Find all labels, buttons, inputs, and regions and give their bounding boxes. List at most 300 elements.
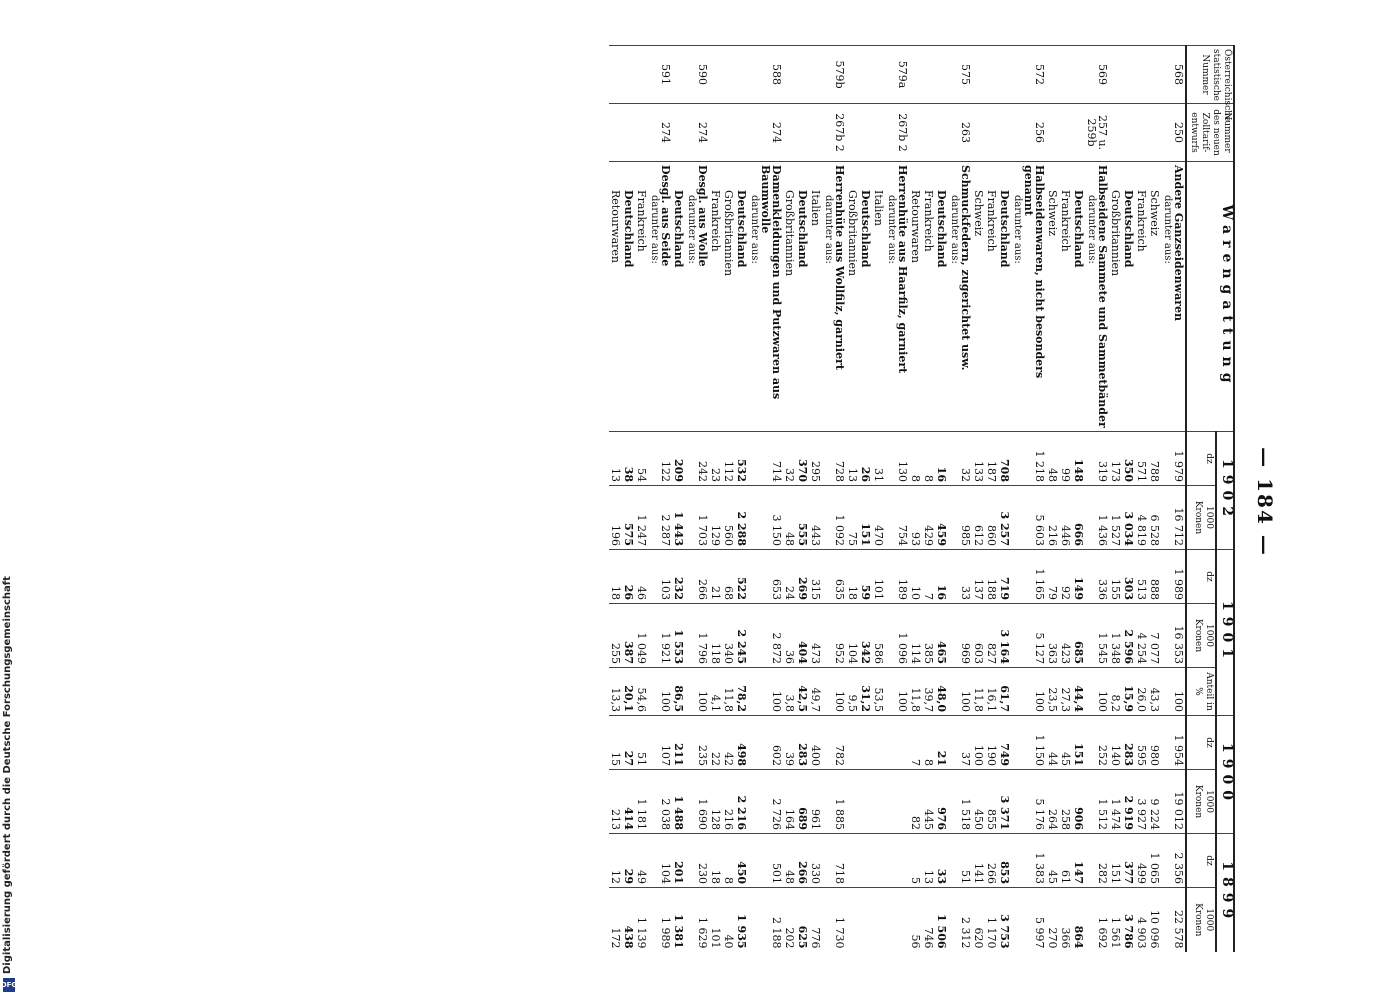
value-cell: 749 [998,716,1011,770]
value-cell: 1 474 [1109,770,1122,834]
value-cell: 112 [722,432,735,486]
table-subrow [622,46,635,952]
empty-cell [935,46,948,104]
value-cell: 196 [609,486,622,550]
value-cell: 5 127 [1011,604,1046,668]
table-subrow [1148,46,1161,952]
country-label: Großbritannien [1109,162,1122,432]
rotated-page [100,45,1235,950]
empty-cell [722,104,735,162]
value-cell: 45 [1059,716,1072,770]
tarif-number: 267b 2 [885,104,909,162]
country-label: Frankreich [1135,162,1148,432]
darunter-label: darunter aus: [686,195,697,264]
tarif-number: 250 [1161,104,1186,162]
country-label: Deutschland [796,162,809,432]
value-cell [846,716,859,770]
value-cell: 2 288 [735,486,748,550]
value-cell: 18 [846,550,859,604]
value-cell: 3 927 [1135,770,1148,834]
table-row [648,46,672,952]
darunter-label: darunter aus: [949,195,960,264]
value-cell: 1 885 [822,770,846,834]
value-cell: 1 218 [1011,432,1046,486]
value-cell: 473 [809,604,822,668]
value-cell: 459 [935,486,948,550]
value-cell: 33 [935,834,948,888]
value-cell: 149 [1072,550,1085,604]
value-cell: 19 012 [1161,770,1186,834]
darunter-label: darunter aus: [1162,195,1173,264]
value-cell: 101 [709,888,722,952]
empty-cell [1148,104,1161,162]
tarif-number: 256 [1011,104,1046,162]
value-cell: 235 [685,716,709,770]
value-cell: 42,5 [796,668,809,716]
value-cell: 7 077 [1148,604,1161,668]
value-cell: 31 [872,432,885,486]
value-cell: 18 [609,550,622,604]
value-cell: 23,5 [1046,668,1059,716]
value-cell: 470 [872,486,885,550]
empty-cell [1109,104,1122,162]
stat-number: 568 [1161,46,1186,104]
value-cell [859,716,872,770]
table-subrow [998,46,1011,952]
value-cell: 100 [885,668,909,716]
table-subrow [922,46,935,952]
value-cell: 1 348 [1109,604,1122,668]
empty-cell [859,104,872,162]
value-cell: 603 [972,604,985,668]
empty-cell [872,46,885,104]
value-cell: 266 [796,834,809,888]
empty-cell [909,104,922,162]
value-cell: 39,7 [922,668,935,716]
value-cell: 2 188 [748,888,783,952]
table-subrow [735,46,748,952]
table-subrow [872,46,885,952]
empty-cell [872,104,885,162]
table-subrow [935,46,948,952]
value-cell [859,770,872,834]
value-cell: 429 [922,486,935,550]
goods-description [885,162,909,432]
value-cell: 100 [648,668,672,716]
empty-cell [1122,104,1135,162]
header-dz: dz [1186,432,1216,486]
value-cell: 754 [885,486,909,550]
goods-description [748,162,783,432]
table-subrow [609,46,622,952]
value-cell: 961 [809,770,822,834]
value-cell: 776 [809,888,822,952]
value-cell: 7 [909,716,922,770]
value-cell: 2 038 [648,770,672,834]
value-cell: 13,3 [609,668,622,716]
value-cell: 385 [922,604,935,668]
empty-cell [846,46,859,104]
value-cell: 728 [822,432,846,486]
value-cell: 595 [1135,716,1148,770]
tarif-number: 274 [648,104,672,162]
value-cell: 575 [622,486,635,550]
empty-cell [622,46,635,104]
tarif-number: 263 [948,104,972,162]
value-cell: 1 488 [672,770,685,834]
value-cell: 32 [948,432,972,486]
country-label: Deutschland [935,162,948,432]
header-tarif-number: Nummer des neuen Zolltarif-entwurfs [1186,104,1234,162]
country-label: Frankreich [922,162,935,432]
empty-cell [809,104,822,162]
value-cell: 53,5 [872,668,885,716]
value-cell: 746 [922,888,935,952]
value-cell: 414 [622,770,635,834]
value-cell: 18 [709,834,722,888]
value-cell: 82 [909,770,922,834]
value-cell: 366 [1059,888,1072,952]
header-year-1901: 1901 [1216,550,1234,716]
value-cell: 689 [796,770,809,834]
country-label: Deutschland [622,162,635,432]
value-cell: 1 381 [672,888,685,952]
value-cell: 5 997 [1011,888,1046,952]
value-cell: 6 528 [1148,486,1161,550]
value-cell: 21 [935,716,948,770]
empty-cell [672,104,685,162]
value-cell: 27,3 [1059,668,1072,716]
value-cell: 147 [1072,834,1085,888]
value-cell: 29 [622,834,635,888]
table-subrow [1122,46,1135,952]
value-cell: 42 [722,716,735,770]
value-cell: 151 [859,486,872,550]
value-cell [859,888,872,952]
value-cell: 155 [1109,550,1122,604]
header-dz: dz [1186,550,1216,604]
value-cell: 2 919 [1122,770,1135,834]
table-subrow [1072,46,1085,952]
goods-title: Damenkleidungen und Putzwaren aus Baumwolle [759,165,783,400]
value-cell: 498 [735,716,748,770]
value-cell: 202 [783,888,796,952]
country-label: Großbritannien [783,162,796,432]
empty-cell [672,46,685,104]
value-cell: 1 690 [685,770,709,834]
value-cell: 10 096 [1148,888,1161,952]
table-row [1011,46,1046,952]
value-cell: 342 [859,604,872,668]
tarif-number: 274 [748,104,783,162]
empty-cell [735,104,748,162]
value-cell: 1 545 [1085,604,1109,668]
value-cell: 232 [672,550,685,604]
stat-number: 590 [685,46,709,104]
value-cell [859,834,872,888]
value-cell: 350 [1122,432,1135,486]
value-cell: 3 371 [998,770,1011,834]
table-subrow [722,46,735,952]
value-cell: 100 [1011,668,1046,716]
table-subrow [635,46,648,952]
value-cell: 404 [796,604,809,668]
value-cell: 906 [1072,770,1085,834]
country-label: Italien [809,162,822,432]
value-cell: 3 257 [998,486,1011,550]
value-cell: 1 139 [635,888,648,952]
empty-cell [809,46,822,104]
header-year-1899: 1899 [1216,834,1234,952]
empty-cell [622,104,635,162]
value-cell: 114 [909,604,922,668]
value-cell: 216 [1046,486,1059,550]
value-cell: 100 [972,716,985,770]
value-cell: 122 [648,432,672,486]
value-cell: 172 [609,888,622,952]
value-cell: 1 954 [1161,716,1186,770]
value-cell [846,770,859,834]
value-cell: 54 [635,432,648,486]
country-label: Schweiz [1046,162,1059,432]
value-cell: 16 712 [1161,486,1186,550]
value-cell: 9,5 [846,668,859,716]
goods-title: Herrenhüte aus Wollfilz, garniert [833,165,846,370]
value-cell: 586 [872,604,885,668]
empty-cell [985,46,998,104]
value-cell: 141 [972,834,985,888]
value-cell: 104 [846,604,859,668]
empty-cell [998,104,1011,162]
country-label: Deutschland [1122,162,1135,432]
value-cell: 22 578 [1161,888,1186,952]
value-cell: 151 [1072,716,1085,770]
empty-cell [796,104,809,162]
table-row [685,46,709,952]
value-cell: 26 [622,550,635,604]
value-cell: 666 [1072,486,1085,550]
table-subrow [972,46,985,952]
header-year-1900: 1900 [1216,716,1234,834]
value-cell: 230 [685,834,709,888]
country-label: Deutschland [735,162,748,432]
country-label: Retourwaren [609,162,622,432]
value-cell: 129 [709,486,722,550]
value-cell: 252 [1085,716,1109,770]
country-label: Schweiz [972,162,985,432]
empty-cell [1122,46,1135,104]
table-subrow [1109,46,1122,952]
value-cell: 101 [872,550,885,604]
value-cell: 827 [985,604,998,668]
value-cell: 3 164 [998,604,1011,668]
empty-cell [609,104,622,162]
value-cell: 26,0 [1135,668,1148,716]
value-cell: 173 [1109,432,1122,486]
value-cell: 39 [783,716,796,770]
country-label: Deutschland [998,162,1011,432]
empty-cell [846,104,859,162]
value-cell: 140 [1109,716,1122,770]
value-cell: 985 [948,486,972,550]
country-label: Deutschland [672,162,685,432]
value-cell: 59 [859,550,872,604]
value-cell: 32 [783,432,796,486]
value-cell: 1 730 [822,888,846,952]
value-cell: 8 [722,834,735,888]
goods-description [822,162,846,432]
empty-cell [796,46,809,104]
value-cell: 8,2 [1109,668,1122,716]
value-cell: 190 [985,716,998,770]
value-cell: 513 [1135,550,1148,604]
value-cell: 2 245 [735,604,748,668]
country-label: Frankreich [985,162,998,432]
empty-cell [1109,46,1122,104]
value-cell: 295 [809,432,822,486]
value-cell: 3 786 [1122,888,1135,952]
value-cell: 188 [985,550,998,604]
value-cell: 11,8 [722,668,735,716]
value-cell: 377 [1122,834,1135,888]
value-cell: 242 [685,432,709,486]
value-cell: 92 [1059,550,1072,604]
value-cell: 1 989 [1161,550,1186,604]
value-cell [846,834,859,888]
value-cell: 78,2 [735,668,748,716]
value-cell: 7 [922,550,935,604]
value-cell [872,834,885,888]
value-cell: 714 [748,432,783,486]
value-cell: 1 436 [1085,486,1109,550]
value-cell: 15 [609,716,622,770]
darunter-label: darunter aus: [749,195,760,264]
value-cell: 1 247 [635,486,648,550]
value-cell: 43,3 [1148,668,1161,716]
table-row [948,46,972,952]
header-dz: dz [1186,716,1216,770]
header-kronen: 1000 Kronen [1186,486,1216,550]
empty-cell [1148,46,1161,104]
stat-number: 591 [648,46,672,104]
value-cell: 86,5 [672,668,685,716]
value-cell: 48 [783,486,796,550]
header-kronen: 1000 Kronen [1186,604,1216,668]
value-cell: 26 [859,432,872,486]
table-row [822,46,846,952]
value-cell: 11,8 [909,668,922,716]
value-cell: 13 [609,432,622,486]
value-cell: 501 [748,834,783,888]
stat-number: 579b [822,46,846,104]
dfg-credit [0,576,18,992]
value-cell: 266 [685,550,709,604]
value-cell: 216 [722,770,735,834]
value-cell: 443 [809,486,822,550]
table-row [1161,46,1186,952]
value-cell: 10 [909,550,922,604]
value-cell: 56 [909,888,922,952]
value-cell: 37 [948,716,972,770]
table-subrow [985,46,998,952]
goods-title: Halbseidene Sammete und Sammetbänder [1096,165,1109,428]
value-cell: 363 [1046,604,1059,668]
value-cell: 555 [796,486,809,550]
goods-title: Halbseidenwaren, nicht besonders genannt [1022,165,1046,379]
value-cell: 100 [1085,668,1109,716]
value-cell: 48,0 [935,668,948,716]
country-label: Großbritannien [846,162,859,432]
country-label: Frankreich [1059,162,1072,432]
value-cell: 164 [783,770,796,834]
empty-cell [859,46,872,104]
value-cell: 16 [935,432,948,486]
value-cell: 24 [783,550,796,604]
value-cell [872,770,885,834]
empty-cell [909,46,922,104]
value-cell: 130 [885,432,909,486]
value-cell: 2 216 [735,770,748,834]
value-cell: 2 726 [748,770,783,834]
value-cell: 213 [609,770,622,834]
value-cell: 387 [622,604,635,668]
value-cell: 1 150 [1011,716,1046,770]
empty-cell [635,104,648,162]
value-cell [846,888,859,952]
darunter-label: darunter aus: [823,195,834,264]
value-cell: 283 [796,716,809,770]
empty-cell [609,46,622,104]
value-cell: 976 [935,770,948,834]
value-cell: 5 176 [1011,770,1046,834]
value-cell: 68 [722,550,735,604]
value-cell: 1 979 [1161,432,1186,486]
darunter-label: darunter aus: [1012,195,1023,264]
goods-title: Desgl. aus Seide [659,165,672,267]
value-cell: 133 [972,432,985,486]
value-cell: 499 [1135,834,1148,888]
empty-cell [783,46,796,104]
country-label: Schweiz [1148,162,1161,432]
value-cell: 1 527 [1109,486,1122,550]
value-cell: 103 [648,550,672,604]
value-cell: 4 254 [1135,604,1148,668]
empty-cell [922,46,935,104]
value-cell: 400 [809,716,822,770]
value-cell: 446 [1059,486,1072,550]
value-cell: 8 [922,716,935,770]
value-cell: 330 [809,834,822,888]
table-subrow [796,46,809,952]
value-cell: 8 [909,432,922,486]
value-cell: 266 [985,834,998,888]
empty-cell [735,46,748,104]
value-cell: 319 [1085,432,1109,486]
value-cell: 15,9 [1122,668,1135,716]
country-label: Italien [872,162,885,432]
value-cell: 625 [796,888,809,952]
value-cell: 653 [748,550,783,604]
goods-description [1161,162,1186,432]
value-cell: 264 [1046,770,1059,834]
value-cell: 5 [909,834,922,888]
value-cell [885,770,909,834]
value-cell [872,888,885,952]
value-cell: 855 [985,770,998,834]
value-cell: 465 [935,604,948,668]
value-cell: 1 092 [822,486,846,550]
value-cell: 20,1 [622,668,635,716]
